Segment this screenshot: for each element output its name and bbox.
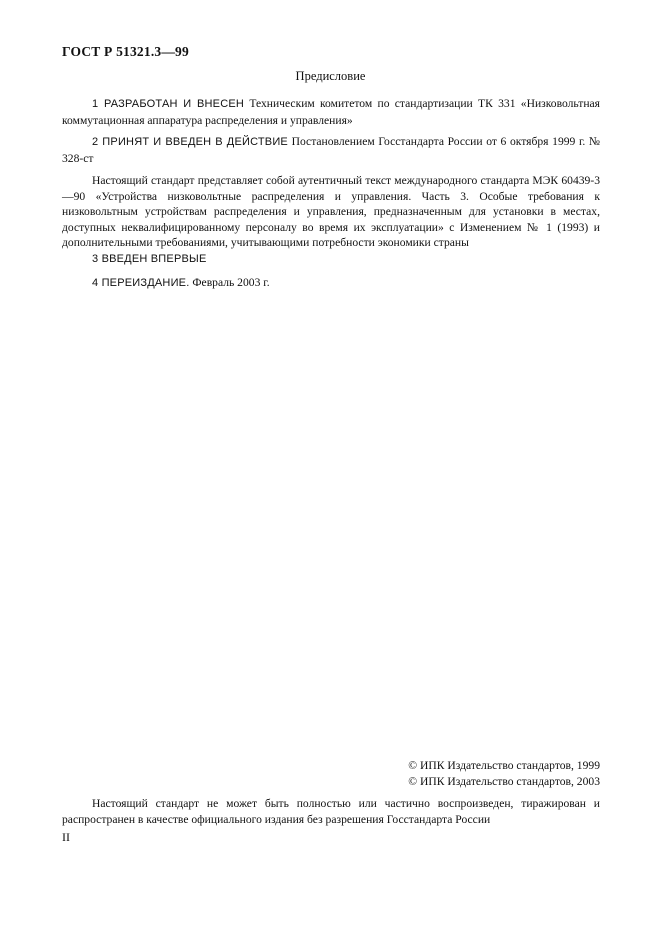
page-number: II [62,830,70,844]
copyright-block [408,758,600,789]
item-text: Техническим комитетом по стандартизации ТК 331 «Низковольтная коммутационная аппаратура распределения и управления» [62,97,600,127]
copyright-line: © ИПК Издательство стандартов, 1999 [408,759,600,772]
standard-description [62,173,600,251]
document-id: ГОСТ Р 51321.3—99 [62,44,189,59]
item-introduced [62,251,600,268]
item-lead: 1 РАЗРАБОТАН И ВНЕСЕН [92,98,245,110]
item-text: Настоящий стандарт представляет собой аутентичный текст международного стандарта МЭК 60439-3—90 «Устройства низковольтные распределения и управления. Часть 3. Особые требования к низковольтным устройствам распределения и управления, предназначенным для установки в местах, доступных неквалифицированному персоналу во время их эксплуатации» с Изменением № 1 (1993) и дополнительными требованиями, учитывающими потребности экономики страны [62,174,600,250]
section-title: Предисловие [295,69,366,83]
item-text: Постановлением Госстандарта России от 6 октября 1999 г. № 328-ст [62,135,600,165]
item-lead: 3 ВВЕДЕН ВПЕРВЫЕ [92,253,207,265]
item-lead: 2 ПРИНЯТ И ВВЕДЕН В ДЕЙСТВИЕ [92,136,288,148]
item-reissue [62,275,600,292]
item-developed [62,96,600,128]
item-text: Февраль 2003 г. [189,276,270,289]
item-adopted [62,134,600,166]
copyright-line: © ИПК Издательство стандартов, 2003 [408,774,600,788]
reproduction-notice: Настоящий стандарт не может быть полностью или частично воспроизведен, тиражирован и распространен в качестве официального издания без разрешения Госстандарта России [62,797,600,826]
item-lead: 4 ПЕРЕИЗДАНИЕ. [92,277,190,289]
